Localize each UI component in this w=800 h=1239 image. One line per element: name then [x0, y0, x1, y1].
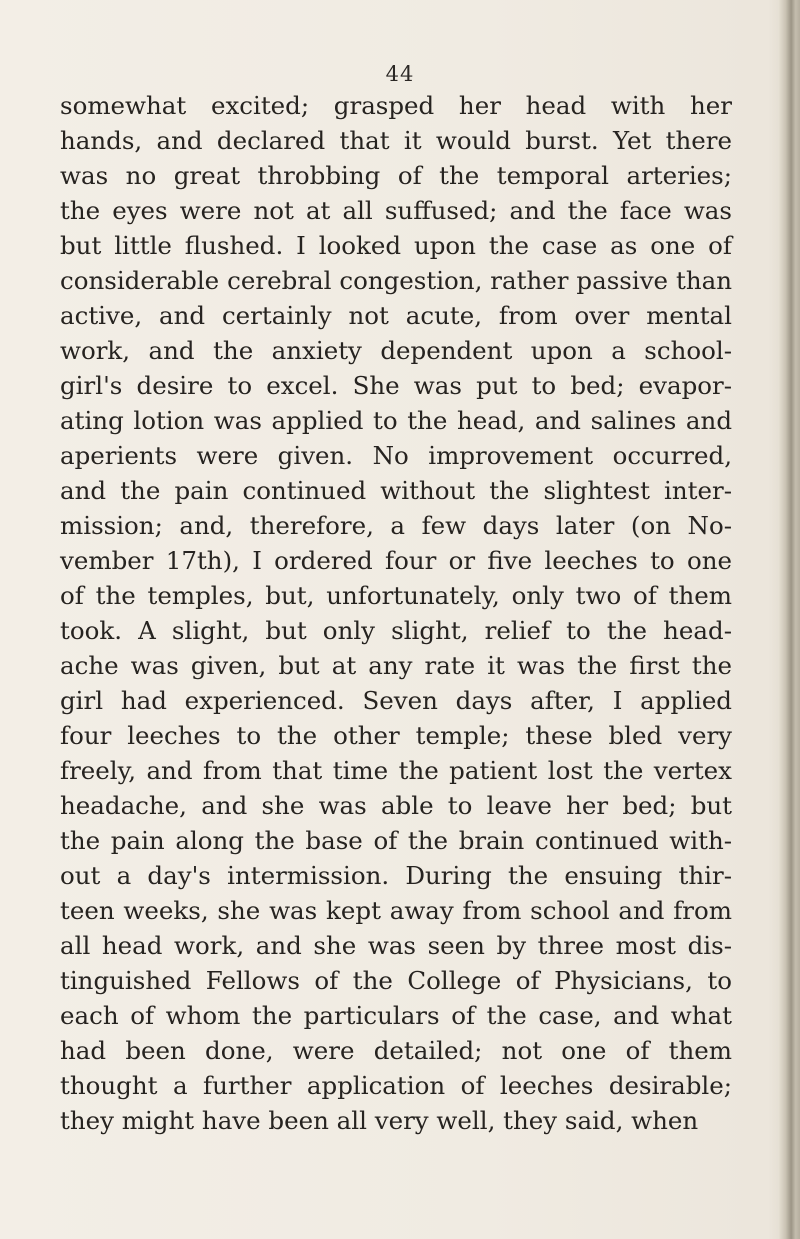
page-number: 44 — [385, 62, 415, 86]
text-line: somewhat excited; grasped her head with her — [60, 91, 732, 120]
text-line: teen weeks, she was kept away from school and from — [60, 896, 732, 925]
text-line: of the temples, but, unfortunately, only two of them — [60, 581, 732, 610]
text-line: ache was given, but at any rate it was the first the — [60, 651, 732, 680]
text-line: mission; and, therefore, a few days later (on No- — [60, 511, 732, 540]
text-line: headache, and she was able to leave her bed; but — [60, 791, 732, 820]
text-line: they might have been all very well, they said, when — [60, 1106, 699, 1135]
text-line: the pain along the base of the brain continued with- — [60, 826, 732, 855]
text-line: all head work, and she was seen by three most dis- — [60, 931, 732, 960]
text-line: had been done, were detailed; not one of them — [60, 1036, 732, 1065]
text-line: tinguished Fellows of the College of Physicians, to — [60, 966, 732, 995]
text-line: but little flushed. I looked upon the case as one of — [60, 231, 732, 260]
text-line: hands, and declared that it would burst. Yet there — [60, 126, 732, 155]
text-line: girl had experienced. Seven days after, I applied — [60, 686, 732, 715]
text-line: freely, and from that time the patient lost the vertex — [60, 756, 732, 785]
text-line: and the pain continued without the slightest inter- — [60, 476, 732, 505]
text-line: took. A slight, but only slight, relief to the head- — [60, 616, 732, 645]
text-line: active, and certainly not acute, from over mental — [60, 301, 732, 330]
body-text — [60, 88, 770, 1138]
text-line: aperients were given. No improvement occurred, — [60, 441, 732, 470]
text-line: was no great throbbing of the temporal arteries; — [60, 161, 732, 190]
text-line: ating lotion was applied to the head, and salines and — [60, 406, 732, 435]
text-line: work, and the anxiety dependent upon a school- — [60, 336, 732, 365]
text-line: girl's desire to excel. She was put to bed; evapor- — [60, 371, 732, 400]
text-line: each of whom the particulars of the case, and what — [60, 1001, 732, 1030]
text-line: thought a further application of leeches desirable; — [60, 1071, 732, 1100]
text-line: out a day's intermission. During the ensuing thir- — [60, 861, 732, 890]
text-line: considerable cerebral congestion, rather passive than — [60, 266, 732, 295]
page-binding-edge — [778, 0, 800, 1239]
text-line: four leeches to the other temple; these bled very — [60, 721, 732, 750]
text-line: vember 17th), I ordered four or five leeches to one — [60, 546, 732, 575]
text-line: the eyes were not at all suffused; and the face was — [60, 196, 732, 225]
